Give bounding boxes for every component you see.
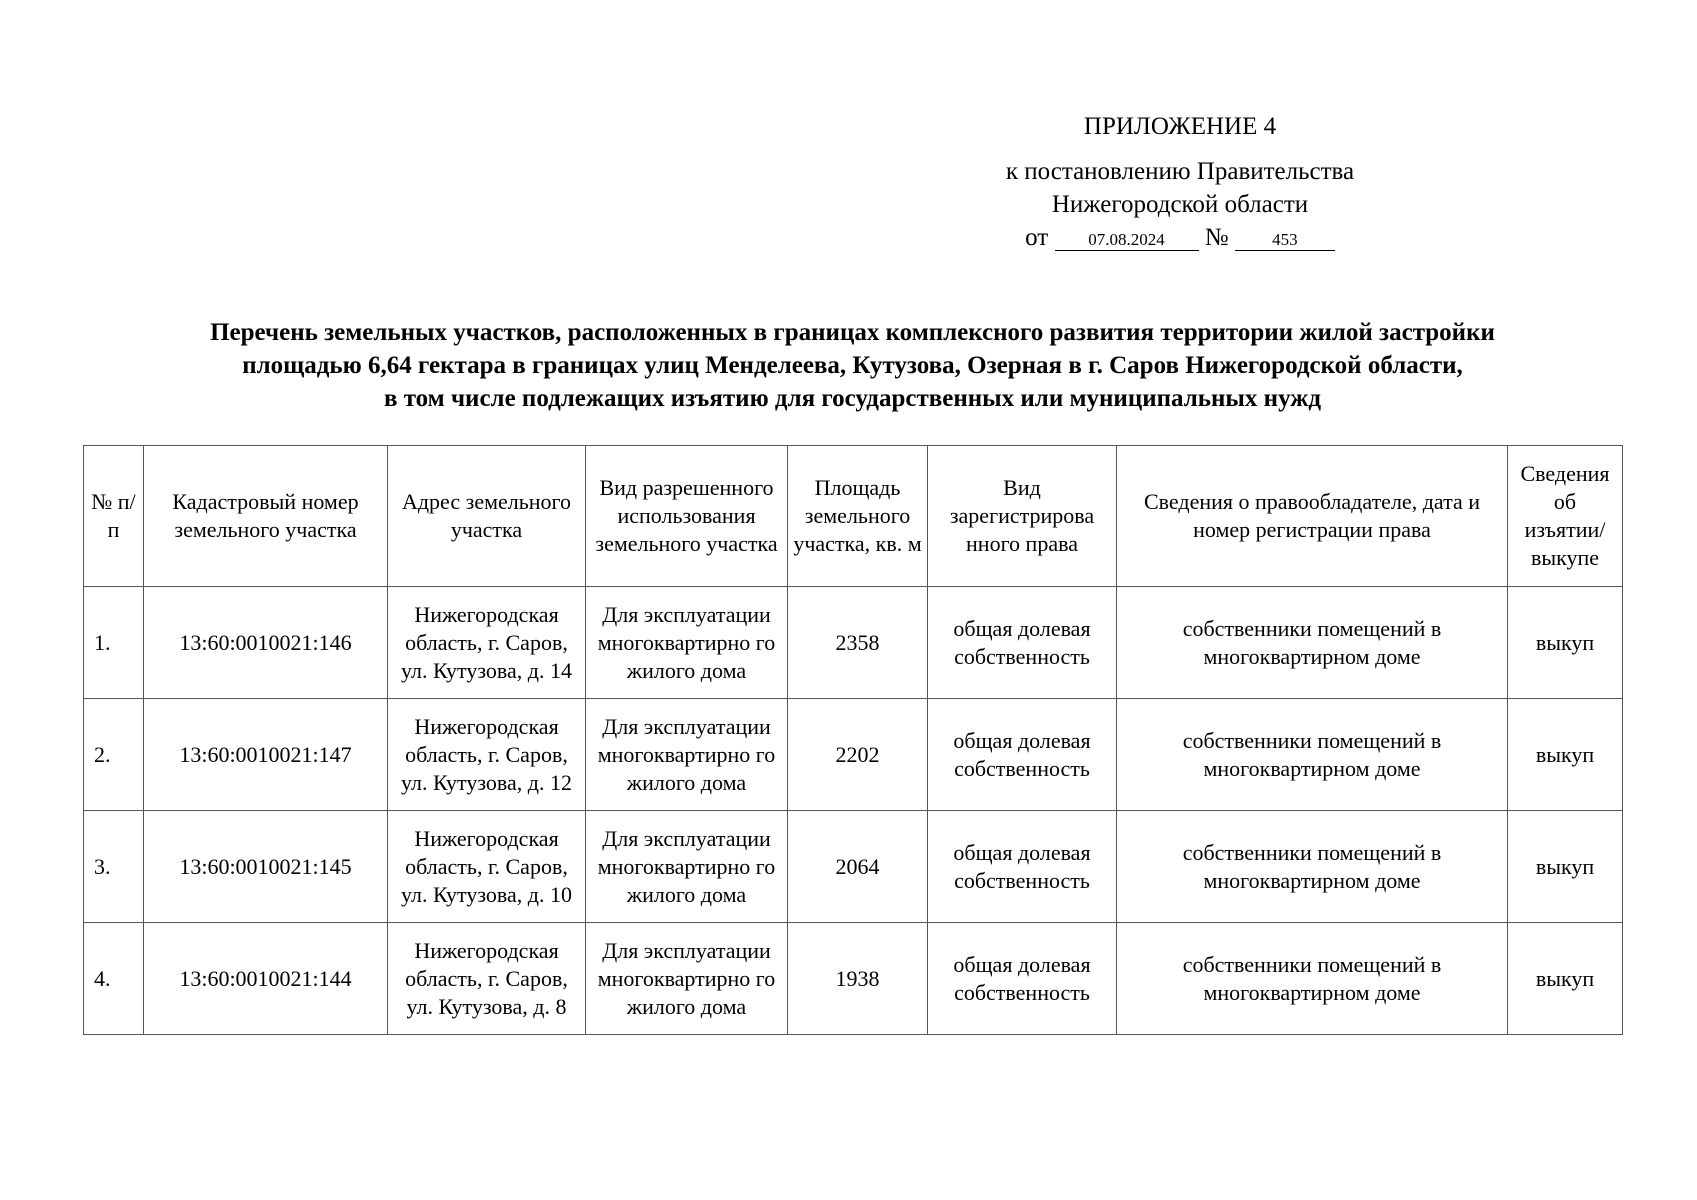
cell-right: общая долевая собственность — [928, 923, 1117, 1035]
cell-address: Нижегородская область, г. Саров, ул. Кутузова, д. 12 — [388, 699, 586, 811]
table-body — [84, 587, 1623, 1035]
cell-address: Нижегородская область, г. Саров, ул. Кутузова, д. 8 — [388, 923, 586, 1035]
decree-number: 453 — [1235, 230, 1335, 251]
cell-use: Для эксплуатации многоквартирно го жилого дома — [586, 811, 788, 923]
document-title — [80, 316, 1625, 415]
document-title-line-3: в том числе подлежащих изъятию для государственных или муниципальных нужд — [383, 385, 1322, 412]
header-address: Адрес земельного участка — [388, 446, 586, 587]
cell-use: Для эксплуатации многоквартирно го жилого дома — [586, 699, 788, 811]
cell-no: 1. — [84, 587, 144, 699]
cell-owner: собственники помещений в многоквартирном доме — [1117, 587, 1508, 699]
table-row — [84, 923, 1623, 1035]
header-use: Вид разрешенного использования земельного участка — [586, 446, 788, 587]
appendix-line-2: Нижегородской области — [1051, 191, 1309, 218]
cell-area: 2064 — [788, 811, 928, 923]
header-row — [84, 446, 1623, 587]
table-row — [84, 699, 1623, 811]
header-area: Площадь земельного участка, кв. м — [788, 446, 928, 587]
cell-cadastral: 13:60:0010021:144 — [144, 923, 388, 1035]
table-row — [84, 811, 1623, 923]
document-title-line-1: Перечень земельных участков, расположенных в границах комплексного развития территории жилой застройки — [210, 319, 1495, 346]
from-label: от — [1025, 224, 1049, 251]
cell-cadastral: 13:60:0010021:145 — [144, 811, 388, 923]
header-no: № п/п — [84, 446, 144, 587]
cell-use: Для эксплуатации многоквартирно го жилого дома — [586, 923, 788, 1035]
appendix-date-line — [950, 221, 1410, 254]
cell-area: 2202 — [788, 699, 928, 811]
cell-withdrawal: выкуп — [1508, 699, 1623, 811]
cell-owner: собственники помещений в многоквартирном доме — [1117, 811, 1508, 923]
cell-cadastral: 13:60:0010021:146 — [144, 587, 388, 699]
appendix-block — [950, 110, 1410, 254]
cell-address: Нижегородская область, г. Саров, ул. Кутузова, д. 14 — [388, 587, 586, 699]
header-right: Вид зарегистрирова нного права — [928, 446, 1117, 587]
cell-withdrawal: выкуп — [1508, 923, 1623, 1035]
cell-right: общая долевая собственность — [928, 587, 1117, 699]
header-withdrawal: Сведения об изъятии/ выкупе — [1508, 446, 1623, 587]
table-header — [84, 446, 1623, 587]
cell-no: 2. — [84, 699, 144, 811]
cell-withdrawal: выкуп — [1508, 811, 1623, 923]
header-cadastral: Кадастровый номер земельного участка — [144, 446, 388, 587]
cell-no: 3. — [84, 811, 144, 923]
number-sign: № — [1204, 224, 1229, 251]
appendix-line-1: к постановлению Правительства — [1005, 158, 1355, 185]
cell-area: 2358 — [788, 587, 928, 699]
cell-owner: собственники помещений в многоквартирном доме — [1117, 923, 1508, 1035]
land-plots-table — [83, 445, 1623, 1035]
document-title-line-2: площадью 6,64 гектара в границах улиц Менделеева, Кутузова, Озерная в г. Саров Нижегородской области, — [242, 352, 1463, 379]
cell-address: Нижегородская область, г. Саров, ул. Кутузова, д. 10 — [388, 811, 586, 923]
cell-owner: собственники помещений в многоквартирном доме — [1117, 699, 1508, 811]
table-row — [84, 587, 1623, 699]
header-owner: Сведения о правообладателе, дата и номер регистрации права — [1117, 446, 1508, 587]
decree-date: 07.08.2024 — [1055, 230, 1199, 251]
cell-area: 1938 — [788, 923, 928, 1035]
cell-no: 4. — [84, 923, 144, 1035]
appendix-title: ПРИЛОЖЕНИЕ 4 — [1083, 113, 1277, 140]
cell-right: общая долевая собственность — [928, 699, 1117, 811]
cell-withdrawal: выкуп — [1508, 587, 1623, 699]
cell-right: общая долевая собственность — [928, 811, 1117, 923]
cell-use: Для эксплуатации многоквартирно го жилого дома — [586, 587, 788, 699]
cell-cadastral: 13:60:0010021:147 — [144, 699, 388, 811]
